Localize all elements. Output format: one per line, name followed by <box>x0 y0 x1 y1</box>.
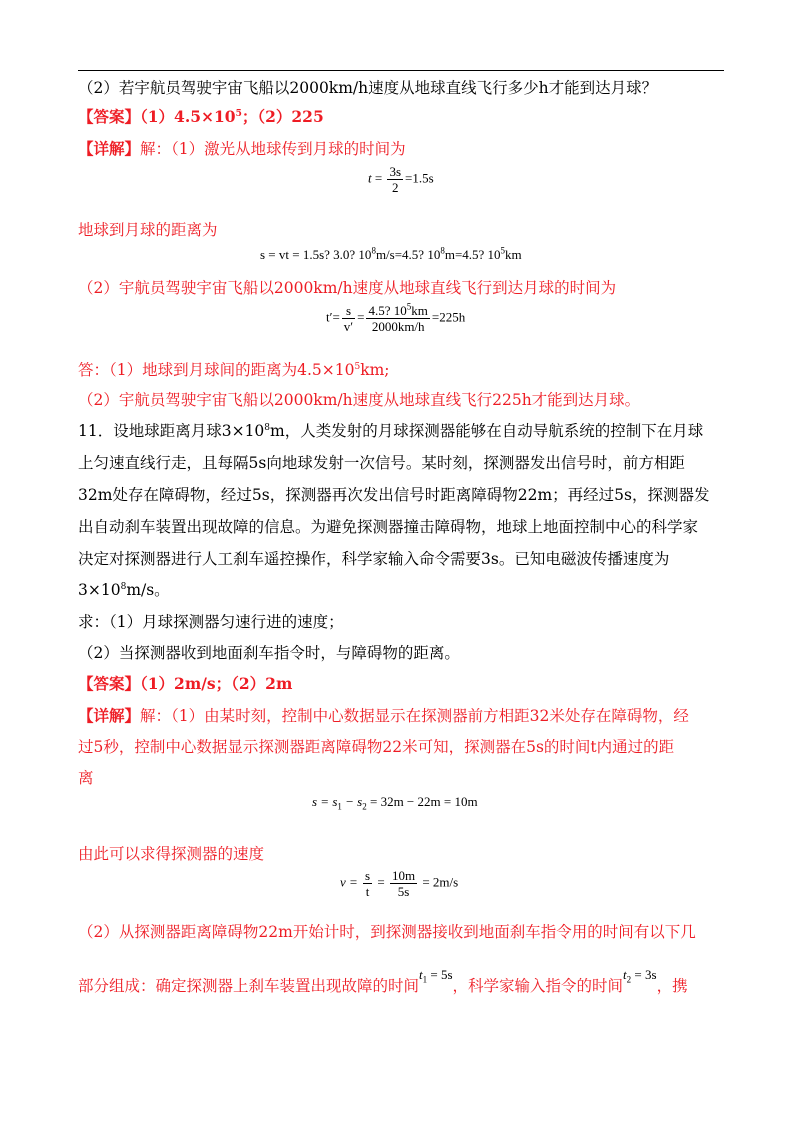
formula-travel-time: t′= $\frac{s}{v'}$ = $\frac{4.5? 10^5km}{2000km/h}$ =225h <box>326 301 466 334</box>
conclusion-2: （2）宇航员驾驶宇宙飞船以2000km/h速度从地球直线飞行225h才能到达月球。 <box>78 391 641 409</box>
problem-11-line-6: $3\times 10^8m/s$。 <box>78 581 170 599</box>
speed-label: 由此可以求得探测器的速度 <box>78 845 265 863</box>
problem-11-line-5: 决定对探测器进行人工刹车遥控操作，科学家输入命令需要3s。已知电磁波传播速度为 <box>78 550 670 568</box>
answer-2: 【答案】（1）2m/s；（2）2m <box>78 674 293 693</box>
problem-11-line-2: 上匀速直线行走，且每隔5s向地球发射一次信号。某时刻，探测器发出信号时，前方相距 <box>78 454 685 472</box>
detail-2-line-3: 离 <box>78 769 94 787</box>
formula-time-laser: t = $\frac{3s}{2}$ =1.5s <box>368 164 434 195</box>
formula-t2: t2 = 3s <box>623 967 657 985</box>
answer-label: 【答案】 <box>78 107 141 126</box>
problem-11-line-1: 11．设地球距离月球$3\times 10^8m$，人类发射的月球探测器能够在自动导航系统的控制下在月球 <box>78 422 704 440</box>
detail-2-line-1: 【详解】解：（1）由某时刻，控制中心数据显示在探测器前方相距32米处存在障碍物，经 <box>78 706 689 725</box>
ask-2: （2）当探测器收到地面刹车指令时，与障碍物的距离。 <box>78 644 460 662</box>
part-2-line-2: 部分组成：确定探测器上刹车装置出现故障的时间$^{t_1 = 5s}$，科学家输入指令的时间$^{t_2 = 3s}$，携 <box>78 967 688 995</box>
formula-distance: s = vt = 1.5s? 3.0? $10^8m/s=4.5$? $10^8m=4.5$? $10^5km$ <box>260 245 522 262</box>
formula-displacement: $s = s_1 - s_2 = 32m - 22m = 10m$ <box>312 794 478 812</box>
part-2-line-1: （2）从探测器距离障碍物22m开始计时，到探测器接收到地面刹车指令用的时间有以下几 <box>78 923 696 941</box>
question-2-detail: （2）宇航员驾驶宇宙飞船以2000km/h速度从地球直线飞行到达月球的时间为 <box>78 279 617 297</box>
formula-speed: v = $\frac{s}{t}$ = $\frac{10m}{5s}$ = 2m/s <box>340 868 459 899</box>
problem-11-line-3: 32m处存在障碍物，经过5s，探测器再次发出信号时距离障碍物22m；再经过5s，探测器发 <box>78 486 710 504</box>
problem-11-line-4: 出自动刹车装置出现故障的信息。为避免探测器撞击障碍物，地球上地面控制中心的科学家 <box>78 518 699 536</box>
distance-label: 地球到月球的距离为 <box>78 221 218 239</box>
top-rule <box>78 70 724 71</box>
detail-1-heading: 【详解】解：（1）激光从地球传到月球的时间为 <box>78 139 406 158</box>
formula-t1: t1 = 5s <box>419 967 453 985</box>
detail-2-line-2: 过5秒，控制中心数据显示探测器距离障碍物22米可知，探测器在5s的时间t内通过的距 <box>78 738 675 756</box>
conclusion-1: 答：（1）地球到月球间的距离为$4.5\times 10^5km$; <box>78 361 390 379</box>
question-2-prompt: （2）若宇航员驾驶宇宙飞船以2000km/h速度从地球直线飞行多少h才能到达月球？ <box>78 79 658 97</box>
ask-1: 求：（1）月球探测器匀速行进的速度； <box>78 613 344 631</box>
answer-1: 【答案】$(1)4.5\times 10^5$；（2）225 <box>78 107 324 126</box>
detail-label: 【详解】 <box>78 706 141 725</box>
answer-label: 【答案】 <box>78 674 141 693</box>
detail-label: 【详解】 <box>78 139 141 158</box>
